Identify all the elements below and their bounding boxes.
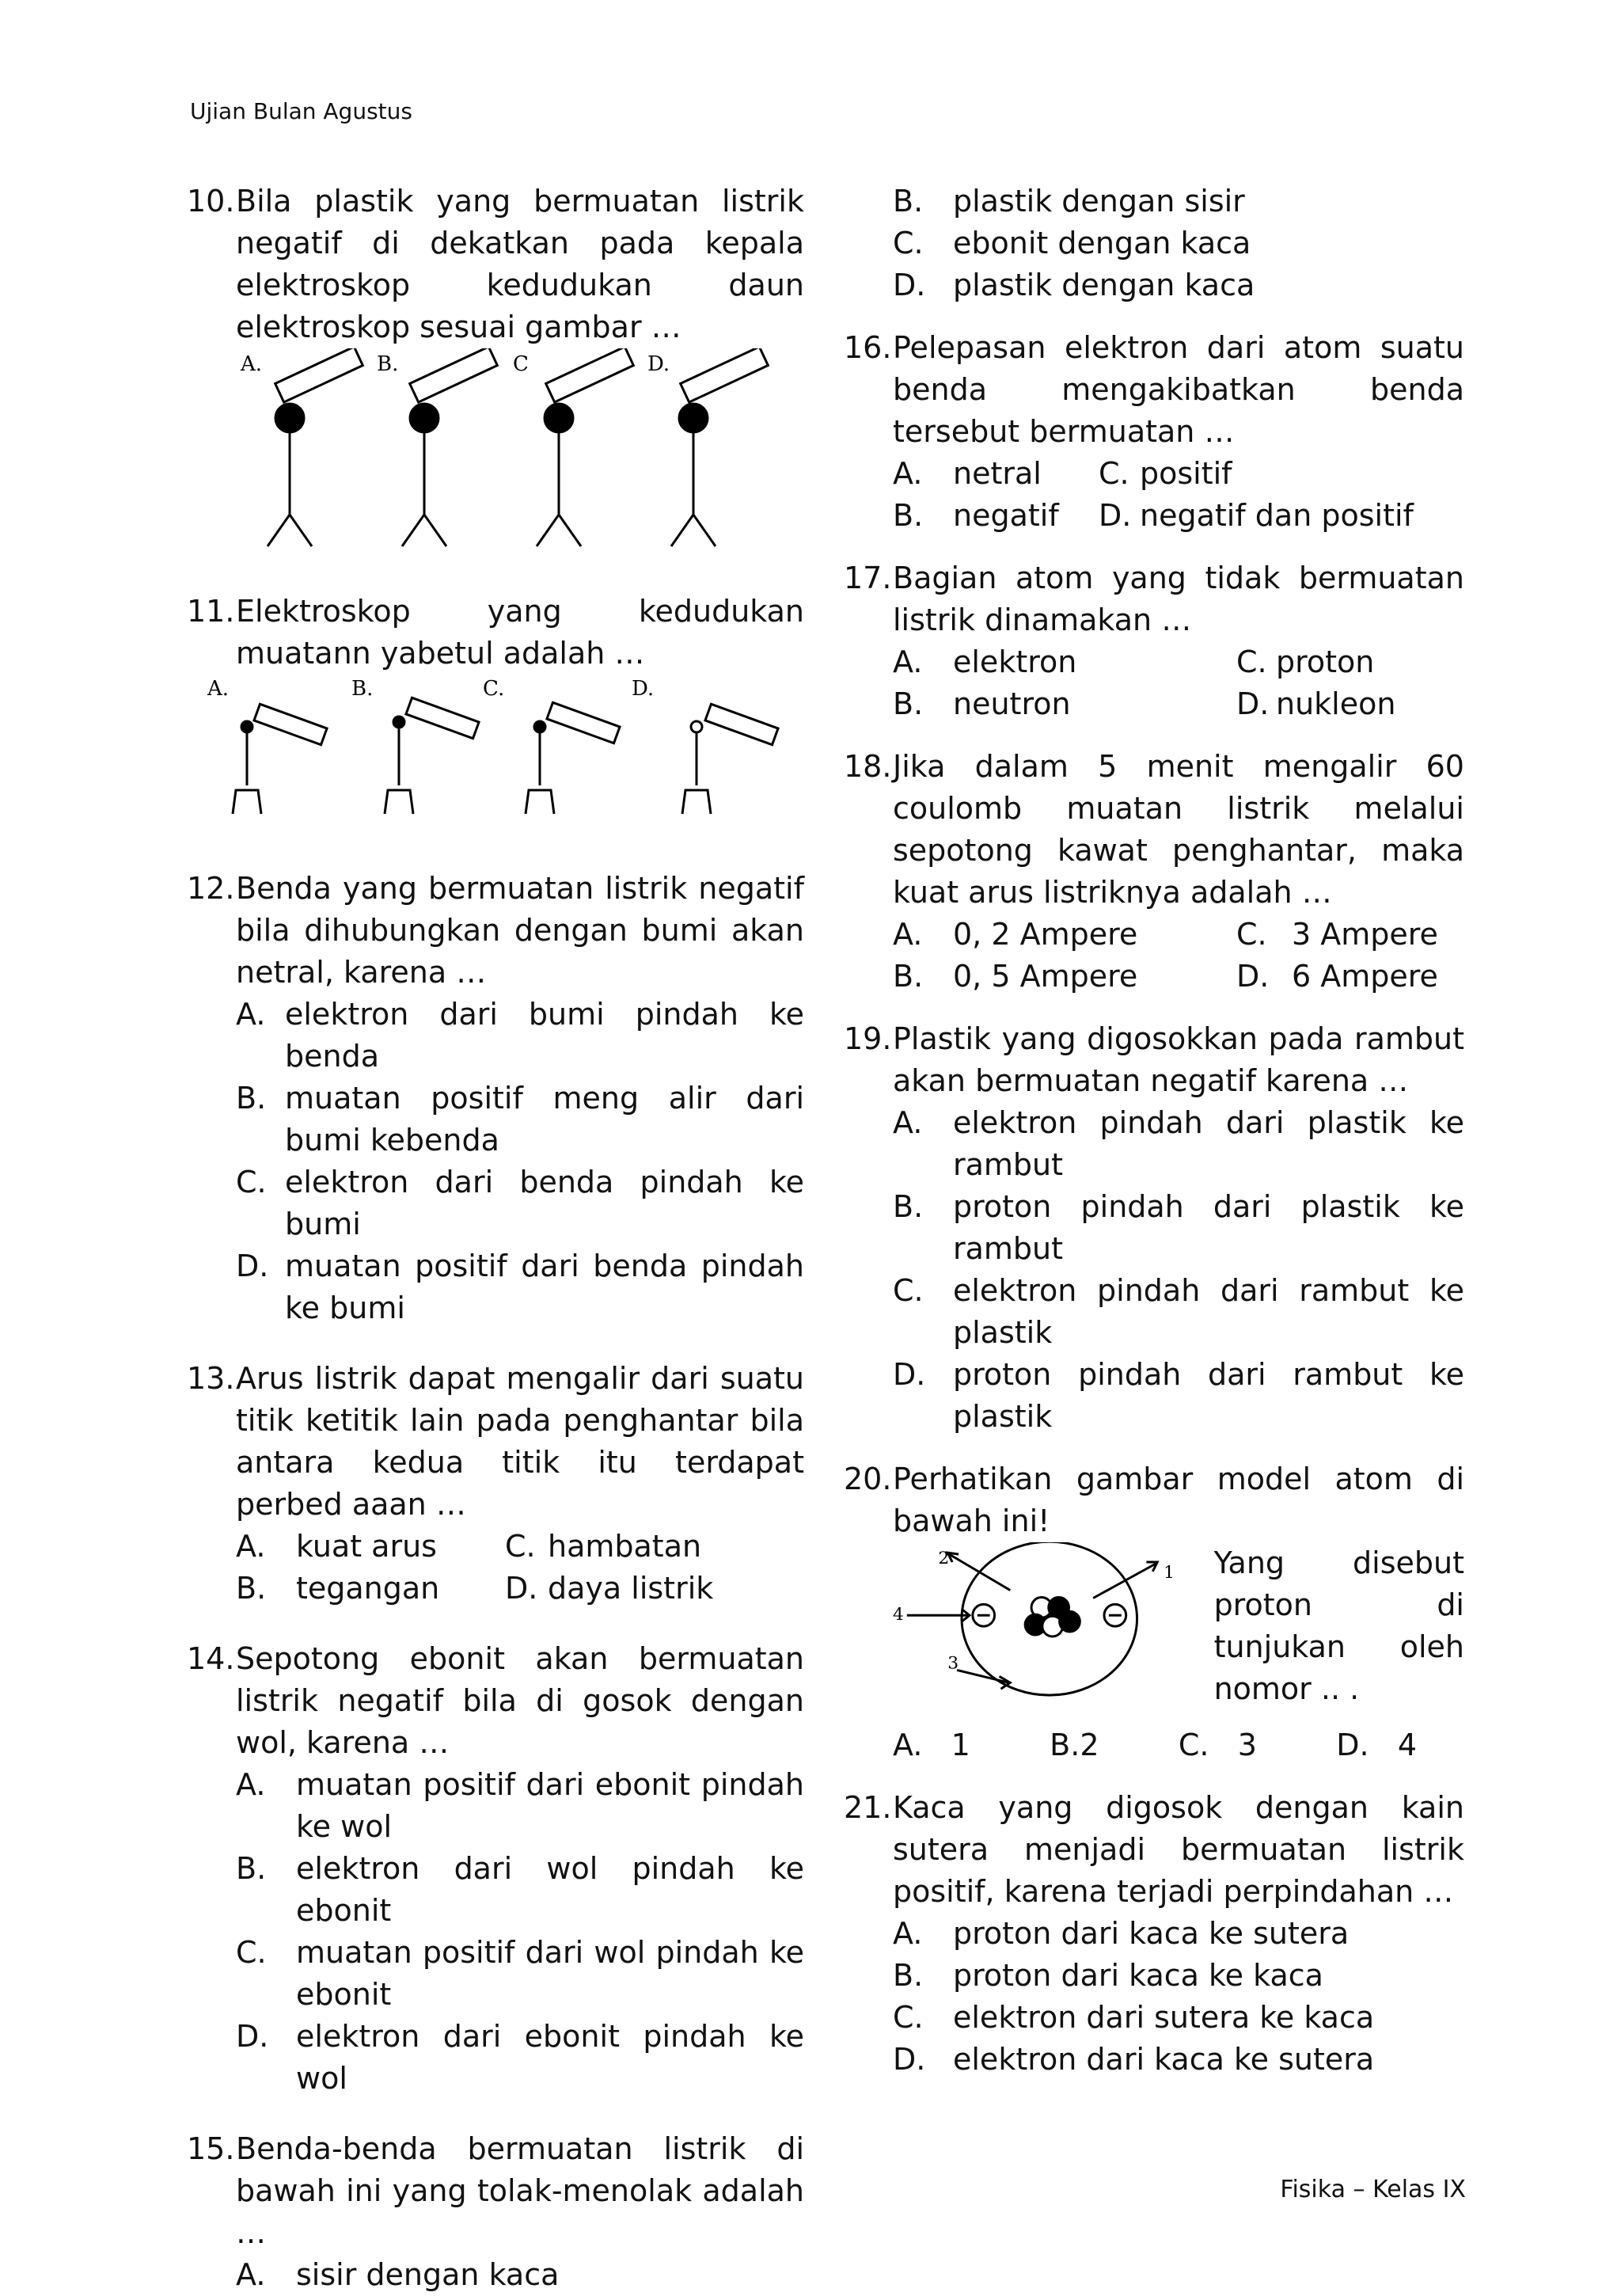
option-text: B.2	[1050, 1728, 1099, 1762]
option-letter: A.	[893, 1916, 923, 1951]
option-text: elektron dari wol pindah ke ebonit	[296, 1851, 804, 1928]
option-letter: D.	[236, 1249, 269, 1283]
option-text: 3	[1237, 1728, 1257, 1762]
option-letter: A.	[893, 644, 923, 679]
option-text: negatif dan positif	[1140, 498, 1414, 533]
option-letter: C.	[893, 2000, 924, 2035]
option-c[interactable]	[1236, 641, 1464, 683]
option-b[interactable]	[893, 495, 1099, 537]
electroscope-set	[233, 698, 778, 814]
page-footer: Fisika – Kelas IX	[1280, 2176, 1466, 2203]
option-letter: B.	[893, 686, 924, 721]
option-text: proton pindah dari plastik ke rambut	[953, 1189, 1464, 1266]
option-b[interactable]	[893, 181, 1464, 222]
fig-label-c: C	[513, 352, 529, 376]
option-letter: A.	[893, 917, 923, 952]
atom-model-figure	[893, 1542, 1206, 1724]
option-letter: C.	[236, 1935, 267, 1970]
question-number: 15.	[187, 2131, 235, 2166]
option-a[interactable]	[236, 1764, 804, 1848]
option-text: proton dari kaca ke sutera	[953, 1916, 1350, 1951]
question-stem: Elektroskop yang kedudukan muatann yabetul adalah …	[236, 594, 804, 671]
question-stem: Plastik yang digosokkan pada rambut akan bermuatan negatif karena …	[893, 1021, 1464, 1098]
option-c[interactable]	[893, 1997, 1464, 2039]
option-text: elektron dari bumi pindah ke benda	[285, 997, 804, 1074]
option-text: nukleon	[1276, 686, 1396, 721]
option-c[interactable]	[1099, 453, 1464, 495]
atom-label-3: 3	[947, 1653, 959, 1674]
option-letter: C.	[1236, 917, 1267, 952]
question-number: 11.	[187, 594, 235, 629]
electroscope-c	[537, 348, 633, 546]
option-c[interactable]	[1179, 1724, 1257, 1766]
option-text: elektron	[953, 644, 1077, 679]
electroscope-b	[402, 348, 497, 546]
q20-options	[893, 1724, 1464, 1766]
page-header: Ujian Bulan Agustus	[190, 98, 412, 124]
question-15-continued	[844, 181, 1464, 306]
atom-question-text: Yang disebut proton di tunjukan oleh nomor .. .	[1213, 1545, 1464, 1706]
option-text: tegangan	[296, 1571, 440, 1606]
option-letter: A.	[893, 1105, 923, 1140]
question-19	[844, 1018, 1464, 1438]
fig-label-a: A.	[241, 352, 263, 376]
electroscope-a	[268, 348, 363, 546]
question-stem: Benda-benda bermuatan listrik di bawah ini yang tolak-menolak adalah …	[236, 2131, 804, 2250]
fig-label-d: D.	[647, 352, 670, 376]
option-letter: D.	[893, 268, 926, 302]
option-letter: D.	[505, 1571, 538, 1606]
option-text: kuat arus	[296, 1529, 437, 1564]
electroscope-figure-q11	[199, 675, 801, 841]
option-text: 6 Ampere	[1292, 959, 1438, 994]
electroscope-d	[671, 348, 768, 546]
option-text: netral	[953, 456, 1042, 491]
option-letter: C.	[505, 1529, 536, 1564]
question-18	[844, 746, 1464, 998]
option-c[interactable]	[236, 1932, 804, 2016]
atom-label-1: 1	[1164, 1562, 1175, 1583]
atom-label-2: 2	[938, 1548, 950, 1568]
electroscope-figure-q10	[236, 348, 806, 562]
option-letter: B.	[893, 498, 924, 533]
option-letter: D.	[1099, 498, 1132, 533]
option-text: muatan positif dari wol pindah ke ebonit	[296, 1935, 804, 2012]
question-number: 19.	[844, 1021, 892, 1056]
question-stem: Kaca yang digosok dengan kain sutera menjadi bermuatan listrik positif, karena terjadi perpindahan …	[893, 1790, 1464, 1909]
option-a[interactable]	[893, 1724, 970, 1766]
option-letter: D.	[236, 2019, 269, 2054]
question-stem: Pelepasan elektron dari atom suatu benda mengakibatkan benda tersebut bermuatan …	[893, 330, 1464, 449]
option-text: neutron	[953, 686, 1071, 721]
option-a[interactable]	[893, 453, 1099, 495]
option-letter: B.	[236, 1571, 267, 1606]
option-d[interactable]	[1236, 683, 1464, 725]
question-14	[187, 1638, 804, 2100]
option-text: muatan positif dari benda pindah ke bumi	[285, 1249, 804, 1325]
question-number: 12.	[187, 871, 235, 906]
option-letter: C.	[1099, 456, 1129, 491]
option-d[interactable]	[893, 264, 1464, 306]
option-text: hambatan	[548, 1529, 702, 1564]
option-b[interactable]	[893, 683, 1236, 725]
option-c[interactable]	[893, 1270, 1464, 1354]
option-d[interactable]	[893, 2039, 1464, 2081]
option-c[interactable]	[893, 222, 1464, 264]
question-number: 17.	[844, 561, 892, 595]
option-text: 0, 2 Ampere	[953, 917, 1138, 952]
option-text: sisir dengan kaca	[296, 2257, 560, 2292]
option-letter: A.	[236, 997, 266, 1032]
option-text: elektron pindah dari rambut ke plastik	[953, 1273, 1464, 1350]
option-b[interactable]	[893, 1955, 1464, 1997]
option-letter: D.	[893, 1357, 926, 1392]
option-text: elektron dari benda pindah ke bumi	[285, 1165, 804, 1241]
option-letter: D.	[1236, 959, 1270, 994]
option-d[interactable]	[236, 2016, 804, 2100]
fig-label-c: C.	[483, 677, 505, 701]
option-text: proton dari kaca ke kaca	[953, 1958, 1323, 1993]
option-letter: A.	[236, 2257, 266, 2292]
question-number: 13.	[187, 1361, 235, 1396]
option-letter: B.	[236, 1851, 267, 1886]
option-letter: B.	[236, 1081, 267, 1116]
question-20	[844, 1458, 1464, 1766]
option-d[interactable]	[893, 1354, 1464, 1438]
option-text: 4	[1397, 1728, 1417, 1762]
option-text: plastik dengan sisir	[953, 184, 1245, 219]
question-11	[187, 591, 804, 841]
option-c[interactable]	[1236, 914, 1464, 956]
option-letter: A.	[236, 1529, 266, 1564]
option-text: positif	[1140, 456, 1232, 491]
option-text: elektron pindah dari plastik ke rambut	[953, 1105, 1464, 1182]
option-letter: C.	[236, 1165, 267, 1199]
option-text: ebonit dengan kaca	[953, 226, 1251, 260]
option-a[interactable]	[236, 1526, 505, 1568]
question-number: 18.	[844, 749, 892, 784]
option-letter: B.	[893, 1189, 924, 1224]
question-number: 21.	[844, 1790, 892, 1825]
option-letter: C.	[893, 1273, 924, 1308]
question-17	[844, 557, 1464, 725]
question-number: 16.	[844, 330, 892, 365]
option-d[interactable]	[1336, 1724, 1417, 1766]
option-letter: B.	[893, 959, 924, 994]
question-stem: Sepotong ebonit akan bermuatan listrik negatif bila di gosok dengan wol, karena …	[236, 1641, 804, 1760]
question-stem: Bila plastik yang bermuatan listrik negatif di dekatkan pada kepala elektroskop kedudukan daun elektroskop sesuai gambar …	[236, 184, 804, 344]
question-10	[187, 181, 804, 562]
option-letter: D.	[893, 2042, 926, 2077]
question-stem: Benda yang bermuatan listrik negatif bila dihubungkan dengan bumi akan netral, karena …	[236, 871, 804, 990]
question-stem: Perhatikan gambar model atom di bawah ini!	[893, 1462, 1464, 1538]
option-text: negatif	[953, 498, 1059, 533]
option-text: elektron dari ebonit pindah ke wol	[296, 2019, 804, 2096]
left-column	[187, 181, 804, 2296]
option-a[interactable]	[893, 1102, 1464, 1186]
option-a[interactable]	[236, 2254, 804, 2296]
option-text: muatan positif meng alir dari bumi kebenda	[285, 1081, 804, 1158]
option-letter: C.	[1236, 644, 1267, 679]
option-text: 1	[951, 1728, 970, 1762]
option-letter: B.	[893, 1958, 924, 1993]
option-letter: C.	[893, 226, 924, 260]
option-text: muatan positif dari ebonit pindah ke wol	[296, 1767, 804, 1844]
question-12	[187, 868, 804, 1329]
question-stem: Arus listrik dapat mengalir dari suatu titik ketitik lain pada penghantar bila antara kedua titik itu terdapat perbed aaan …	[236, 1361, 804, 1522]
option-a[interactable]	[893, 1913, 1464, 1955]
option-c[interactable]	[236, 1161, 804, 1245]
option-b[interactable]	[1050, 1724, 1099, 1766]
question-21	[844, 1787, 1464, 2081]
fig-label-b: B.	[351, 677, 374, 701]
option-letter: B.	[893, 184, 924, 219]
question-number: 14.	[187, 1641, 235, 1676]
question-15	[187, 2128, 804, 2296]
fig-label-a: A.	[207, 677, 230, 701]
option-a[interactable]	[236, 994, 804, 1078]
fig-label-b: B.	[377, 352, 399, 376]
option-letter: D.	[1236, 686, 1270, 721]
right-column	[844, 181, 1464, 2081]
option-text: daya listrik	[548, 1571, 714, 1606]
option-text: plastik dengan kaca	[953, 268, 1255, 302]
option-letter: D.	[1336, 1728, 1369, 1762]
question-number: 20.	[844, 1462, 892, 1496]
fig-label-d: D.	[632, 677, 655, 701]
question-stem: Bagian atom yang tidak bermuatan listrik dinamakan …	[893, 561, 1464, 637]
question-stem: Jika dalam 5 menit mengalir 60 coulomb muatan listrik melalui sepotong kawat penghantar, maka kuat arus listriknya adalah …	[893, 749, 1464, 910]
option-b[interactable]	[893, 956, 1236, 998]
question-13	[187, 1358, 804, 1610]
option-text: elektron dari kaca ke sutera	[953, 2042, 1375, 2077]
option-text: proton	[1276, 644, 1375, 679]
option-text: 0, 5 Ampere	[953, 959, 1138, 994]
option-text: 3 Ampere	[1292, 917, 1438, 952]
option-b[interactable]	[893, 1186, 1464, 1270]
option-a[interactable]	[893, 914, 1236, 956]
option-d[interactable]	[505, 1568, 804, 1610]
option-b[interactable]	[236, 1078, 804, 1161]
option-d[interactable]	[1099, 495, 1464, 537]
option-a[interactable]	[893, 641, 1236, 683]
option-letter: A.	[893, 1728, 923, 1762]
option-b[interactable]	[236, 1848, 804, 1932]
atom-label-4: 4	[893, 1605, 904, 1625]
option-c[interactable]	[505, 1526, 804, 1568]
option-letter: A.	[893, 456, 923, 491]
question-number: 10.	[187, 184, 235, 219]
option-text: elektron dari sutera ke kaca	[953, 2000, 1375, 2035]
option-d[interactable]	[1236, 956, 1464, 998]
question-16	[844, 327, 1464, 537]
option-letter: A.	[236, 1767, 266, 1802]
option-b[interactable]	[236, 1568, 505, 1610]
option-text: proton pindah dari rambut ke plastik	[953, 1357, 1464, 1434]
option-letter: C.	[1178, 1728, 1209, 1762]
option-d[interactable]	[236, 1245, 804, 1329]
